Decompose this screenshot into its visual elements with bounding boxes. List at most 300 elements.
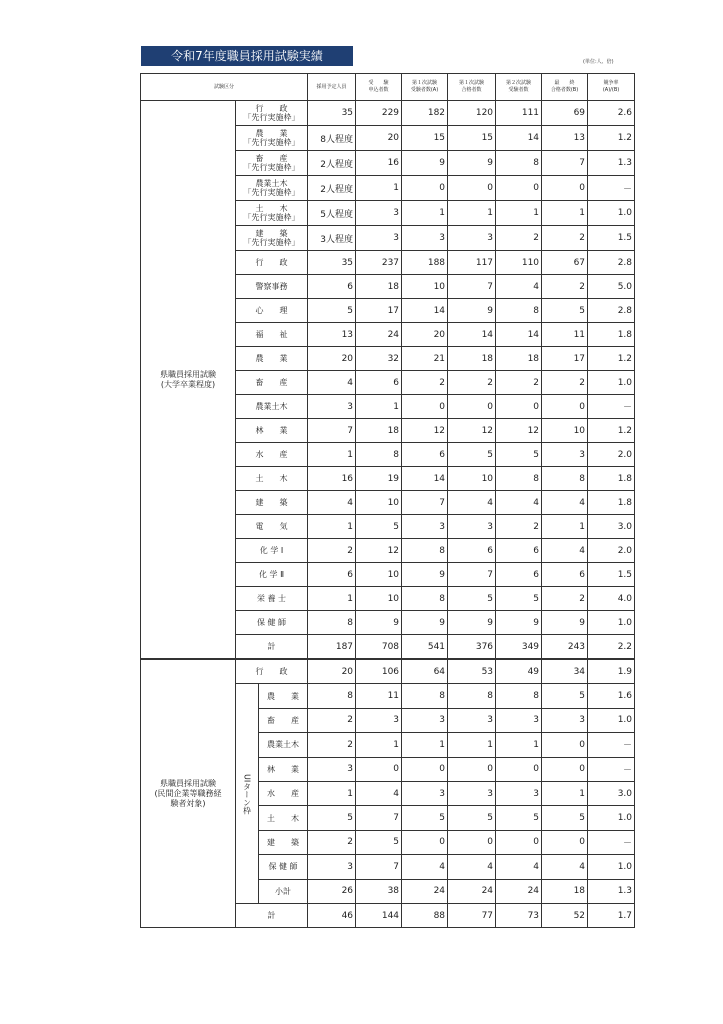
value-cell: 7 [542,151,588,176]
header-cell: 第１次試験 受験者数(A) [402,74,448,101]
category-name: 福 祉 [255,330,288,339]
category-name: 農業土木 [255,179,288,188]
value-cell: 237 [356,251,402,275]
value-cell: 7 [448,275,496,299]
value-cell: 5 [542,806,588,830]
exam-category [236,299,308,323]
value-cell: 1.6 [588,684,635,708]
value-cell: 64 [402,659,448,684]
exam-category [236,275,308,299]
value-cell: 3 [402,226,448,251]
value-cell: 5 [356,515,402,539]
value-cell: 9 [448,151,496,176]
exam-category: 林 業 [259,757,308,781]
category-name: 建 築 [255,229,288,238]
exam-category [236,101,308,126]
value-cell: 18 [356,275,402,299]
value-cell: 4 [308,371,356,395]
value-cell: 9 [496,611,542,635]
value-cell: 8 [356,443,402,467]
category-name: 建 築 [255,498,288,507]
total-label: 計 [236,903,308,927]
value-cell: 1.0 [588,855,635,879]
value-cell: 2.0 [588,539,635,563]
value-cell: 7 [448,563,496,587]
category-name: 電 気 [255,522,288,531]
value-cell: 1.8 [588,467,635,491]
value-cell: 187 [308,635,356,660]
value-cell: 3 [356,226,402,251]
value-cell: 7 [402,491,448,515]
value-cell: 77 [448,903,496,927]
value-cell: 4.0 [588,587,635,611]
value-cell: 6 [496,539,542,563]
value-cell: 8 [402,587,448,611]
value-cell: 5 [308,806,356,830]
value-cell: 14 [402,299,448,323]
value-cell: 7 [308,419,356,443]
value-cell: 7 [356,855,402,879]
value-cell: 9 [448,299,496,323]
value-cell: 0 [356,757,402,781]
value-cell: 20 [402,323,448,347]
value-cell: 120 [448,101,496,126]
value-cell: 2.0 [588,443,635,467]
value-cell: 1.0 [588,708,635,732]
value-cell: 1 [448,733,496,757]
value-cell: 2 [308,733,356,757]
value-cell: 117 [448,251,496,275]
value-cell: 4 [496,491,542,515]
value-cell: 52 [542,903,588,927]
unit-note: (単位:人、倍) [583,59,614,65]
value-cell: 73 [496,903,542,927]
value-cell: 17 [356,299,402,323]
value-cell: 16 [356,151,402,176]
value-cell: 4 [496,275,542,299]
value-cell: 6 [448,539,496,563]
value-cell: 2 [448,371,496,395]
value-cell: 2 [402,371,448,395]
exam-category [236,151,308,176]
value-cell: － [588,395,635,419]
value-cell: 3 [448,781,496,805]
value-cell: 14 [496,126,542,151]
header-category: 試験区分 [141,74,308,101]
value-cell: 11 [356,684,402,708]
value-cell: 3人程度 [308,226,356,251]
value-cell: － [588,176,635,201]
value-cell: 10 [356,563,402,587]
value-cell: 1 [356,395,402,419]
value-cell: 13 [542,126,588,151]
value-cell: 0 [542,757,588,781]
value-cell: 2 [542,226,588,251]
value-cell: 4 [496,855,542,879]
value-cell: － [588,830,635,854]
exam-category [236,347,308,371]
value-cell: 34 [542,659,588,684]
value-cell: 11 [542,323,588,347]
category-name: 警察事務 [255,282,288,291]
value-cell: 4 [356,781,402,805]
exam-category [236,251,308,275]
value-cell: 3 [308,395,356,419]
value-cell: 1.8 [588,491,635,515]
value-cell: 69 [542,101,588,126]
category-frame: 「先行実施枠」 [243,238,300,247]
category-name: 栄 養 士 [256,594,287,603]
value-cell: 1 [448,201,496,226]
exam-category: 水 産 [259,781,308,805]
value-cell: 1 [308,443,356,467]
value-cell: 0 [448,176,496,201]
value-cell: 2 [496,371,542,395]
category-name: 土 木 [255,474,288,483]
value-cell: 188 [402,251,448,275]
value-cell: 1.9 [588,659,635,684]
exam-category [236,635,308,660]
value-cell: 3 [542,708,588,732]
value-cell: 1.0 [588,371,635,395]
exam-category: 畜 産 [259,708,308,732]
header-cell: 受 験 申込者数 [356,74,402,101]
category-name: 行 政 [255,104,288,113]
value-cell: 0 [496,757,542,781]
value-cell: 6 [402,443,448,467]
value-cell: 49 [496,659,542,684]
value-cell: 144 [356,903,402,927]
value-cell: 9 [542,611,588,635]
value-cell: 15 [448,126,496,151]
value-cell: 3 [448,515,496,539]
value-cell: 18 [542,879,588,903]
value-cell: 3 [308,855,356,879]
value-cell: 46 [308,903,356,927]
uturn-frame-label: UIターン枠 [236,684,259,904]
value-cell: 376 [448,635,496,660]
value-cell: 14 [496,323,542,347]
value-cell: 0 [496,176,542,201]
header-cell: 第２次試験 受験者数 [496,74,542,101]
value-cell: － [588,733,635,757]
value-cell: 88 [402,903,448,927]
value-cell: 1 [308,515,356,539]
exam-category [236,176,308,201]
value-cell: 2人程度 [308,151,356,176]
value-cell: 1.3 [588,879,635,903]
category-frame: 「先行実施枠」 [243,113,300,122]
value-cell: 2人程度 [308,176,356,201]
value-cell: 1 [402,733,448,757]
value-cell: 18 [496,347,542,371]
value-cell: 24 [448,879,496,903]
value-cell: 5人程度 [308,201,356,226]
value-cell: 0 [496,830,542,854]
value-cell: 1.7 [588,903,635,927]
table-row [141,659,635,684]
value-cell: 53 [448,659,496,684]
value-cell: 0 [542,830,588,854]
value-cell: 1 [496,201,542,226]
exam-category [236,371,308,395]
value-cell: 1.2 [588,126,635,151]
value-cell: 12 [496,419,542,443]
value-cell: 1 [308,781,356,805]
value-cell: 20 [308,347,356,371]
page-title: 令和7年度職員採用試験実績 [141,46,353,66]
value-cell: 6 [308,275,356,299]
value-cell: 1 [542,201,588,226]
value-cell: 0 [402,176,448,201]
value-cell: 14 [402,467,448,491]
value-cell: 9 [356,611,402,635]
value-cell: 0 [448,395,496,419]
header-cell: 競争率 (A)/(B) [588,74,635,101]
value-cell: 1 [496,733,542,757]
value-cell: 3 [402,781,448,805]
exam-category: 保 健 師 [259,855,308,879]
exam-category [236,323,308,347]
category-name: 化 学 Ⅰ [259,546,284,555]
value-cell: 35 [308,101,356,126]
value-cell: 15 [402,126,448,151]
value-cell: 2 [542,587,588,611]
value-cell: 24 [402,879,448,903]
exam-category [236,515,308,539]
value-cell: 10 [356,491,402,515]
results-table [140,73,635,928]
value-cell: 5 [542,684,588,708]
value-cell: 12 [402,419,448,443]
value-cell: 5 [496,806,542,830]
exam-category [236,201,308,226]
exam-category: 農 業 [259,684,308,708]
table-row [141,74,635,101]
value-cell: 1.5 [588,563,635,587]
exam-category [236,226,308,251]
value-cell: 8 [542,467,588,491]
value-cell: 3 [402,708,448,732]
value-cell: 3 [542,443,588,467]
value-cell: 10 [402,275,448,299]
value-cell: 17 [542,347,588,371]
value-cell: 1 [356,733,402,757]
value-cell: 7 [356,806,402,830]
value-cell: 182 [402,101,448,126]
category-frame: 「先行実施枠」 [243,138,300,147]
value-cell: 1.8 [588,323,635,347]
value-cell: 110 [496,251,542,275]
exam-category [236,611,308,635]
value-cell: 229 [356,101,402,126]
value-cell: 2 [542,371,588,395]
category-name: 計 [267,642,276,651]
value-cell: 1 [356,176,402,201]
value-cell: 3 [496,708,542,732]
value-cell: 1.0 [588,806,635,830]
value-cell: 13 [308,323,356,347]
value-cell: 2 [308,708,356,732]
exam-category: 農業土木 [259,733,308,757]
value-cell: 9 [402,151,448,176]
category-name: 土 木 [255,204,288,213]
header-cell: 採用予定人員 [308,74,356,101]
value-cell: 3 [402,515,448,539]
value-cell: 4 [448,491,496,515]
exam-category: 行 政 [236,659,308,684]
value-cell: 3.0 [588,515,635,539]
value-cell: 10 [542,419,588,443]
value-cell: 3 [448,226,496,251]
value-cell: 35 [308,251,356,275]
category-name: 化 学 Ⅱ [259,570,285,579]
category-frame: 「先行実施枠」 [243,188,300,197]
value-cell: 1.0 [588,611,635,635]
value-cell: 4 [542,491,588,515]
value-cell: 0 [448,830,496,854]
value-cell: 8 [496,151,542,176]
value-cell: 1 [542,515,588,539]
value-cell: 8 [308,611,356,635]
value-cell: 1.5 [588,226,635,251]
header-cell: 第１次試験 合格者数 [448,74,496,101]
value-cell: 3 [448,708,496,732]
exam-category [236,419,308,443]
category-name: 心 理 [255,306,288,315]
group-label-university: 県職員採用試験 (大学卒業程度) [141,101,236,660]
value-cell: 1.3 [588,151,635,176]
exam-category: 建 築 [259,830,308,854]
value-cell: 243 [542,635,588,660]
value-cell: 12 [448,419,496,443]
value-cell: 5 [448,587,496,611]
value-cell: 2 [542,275,588,299]
value-cell: 3.0 [588,781,635,805]
value-cell: 3 [356,201,402,226]
value-cell: 5 [308,299,356,323]
header-cell: 最 終 合格者数(B) [542,74,588,101]
value-cell: 4 [308,491,356,515]
exam-category [236,443,308,467]
value-cell: 0 [542,395,588,419]
value-cell: 4 [542,855,588,879]
value-cell: 2.8 [588,299,635,323]
exam-category [236,563,308,587]
value-cell: 21 [402,347,448,371]
value-cell: － [588,757,635,781]
value-cell: 8 [402,539,448,563]
value-cell: 8人程度 [308,126,356,151]
value-cell: 5.0 [588,275,635,299]
value-cell: 5 [448,806,496,830]
value-cell: 1 [308,587,356,611]
value-cell: 8 [496,467,542,491]
value-cell: 3 [356,708,402,732]
value-cell: 18 [448,347,496,371]
value-cell: 12 [356,539,402,563]
exam-category [236,587,308,611]
value-cell: 9 [448,611,496,635]
value-cell: 26 [308,879,356,903]
value-cell: 19 [356,467,402,491]
value-cell: 4 [402,855,448,879]
value-cell: 8 [402,684,448,708]
value-cell: 14 [448,323,496,347]
value-cell: 2 [308,830,356,854]
value-cell: 0 [402,395,448,419]
value-cell: 18 [356,419,402,443]
value-cell: 0 [448,757,496,781]
value-cell: 1.0 [588,201,635,226]
category-frame: 「先行実施枠」 [243,213,300,222]
value-cell: 5 [496,443,542,467]
category-name: 行 政 [255,258,288,267]
value-cell: 0 [542,176,588,201]
group-label-experienced: 県職員採用試験 (民間企業等職務経 験者対象) [141,659,236,928]
value-cell: 6 [542,563,588,587]
value-cell: 0 [402,757,448,781]
value-cell: 8 [496,684,542,708]
value-cell: 10 [448,467,496,491]
exam-category: 小計 [259,879,308,903]
value-cell: 24 [356,323,402,347]
value-cell: 106 [356,659,402,684]
value-cell: 5 [402,806,448,830]
value-cell: 10 [356,587,402,611]
value-cell: 3 [496,781,542,805]
table-row [141,101,635,126]
value-cell: 1.2 [588,347,635,371]
value-cell: 67 [542,251,588,275]
value-cell: 2.8 [588,251,635,275]
value-cell: 32 [356,347,402,371]
value-cell: 349 [496,635,542,660]
value-cell: 20 [356,126,402,151]
category-name: 農 業 [255,354,288,363]
value-cell: 2 [308,539,356,563]
exam-category [236,539,308,563]
value-cell: 4 [448,855,496,879]
value-cell: 2 [496,515,542,539]
category-name: 農 業 [255,129,288,138]
category-name: 畜 産 [255,378,288,387]
value-cell: 6 [308,563,356,587]
value-cell: 1 [402,201,448,226]
value-cell: 9 [402,563,448,587]
exam-category [236,126,308,151]
value-cell: 4 [542,539,588,563]
exam-category [236,491,308,515]
category-name: 水 産 [255,450,288,459]
value-cell: 9 [402,611,448,635]
value-cell: 541 [402,635,448,660]
value-cell: 2.2 [588,635,635,660]
value-cell: 8 [448,684,496,708]
category-name: 畜 産 [255,154,288,163]
value-cell: 2 [496,226,542,251]
value-cell: 5 [356,830,402,854]
exam-category [236,467,308,491]
value-cell: 5 [542,299,588,323]
value-cell: 16 [308,467,356,491]
category-frame: 「先行実施枠」 [243,163,300,172]
value-cell: 0 [542,733,588,757]
category-name: 保 健 師 [256,618,287,627]
value-cell: 3 [308,757,356,781]
value-cell: 24 [496,879,542,903]
value-cell: 1 [542,781,588,805]
